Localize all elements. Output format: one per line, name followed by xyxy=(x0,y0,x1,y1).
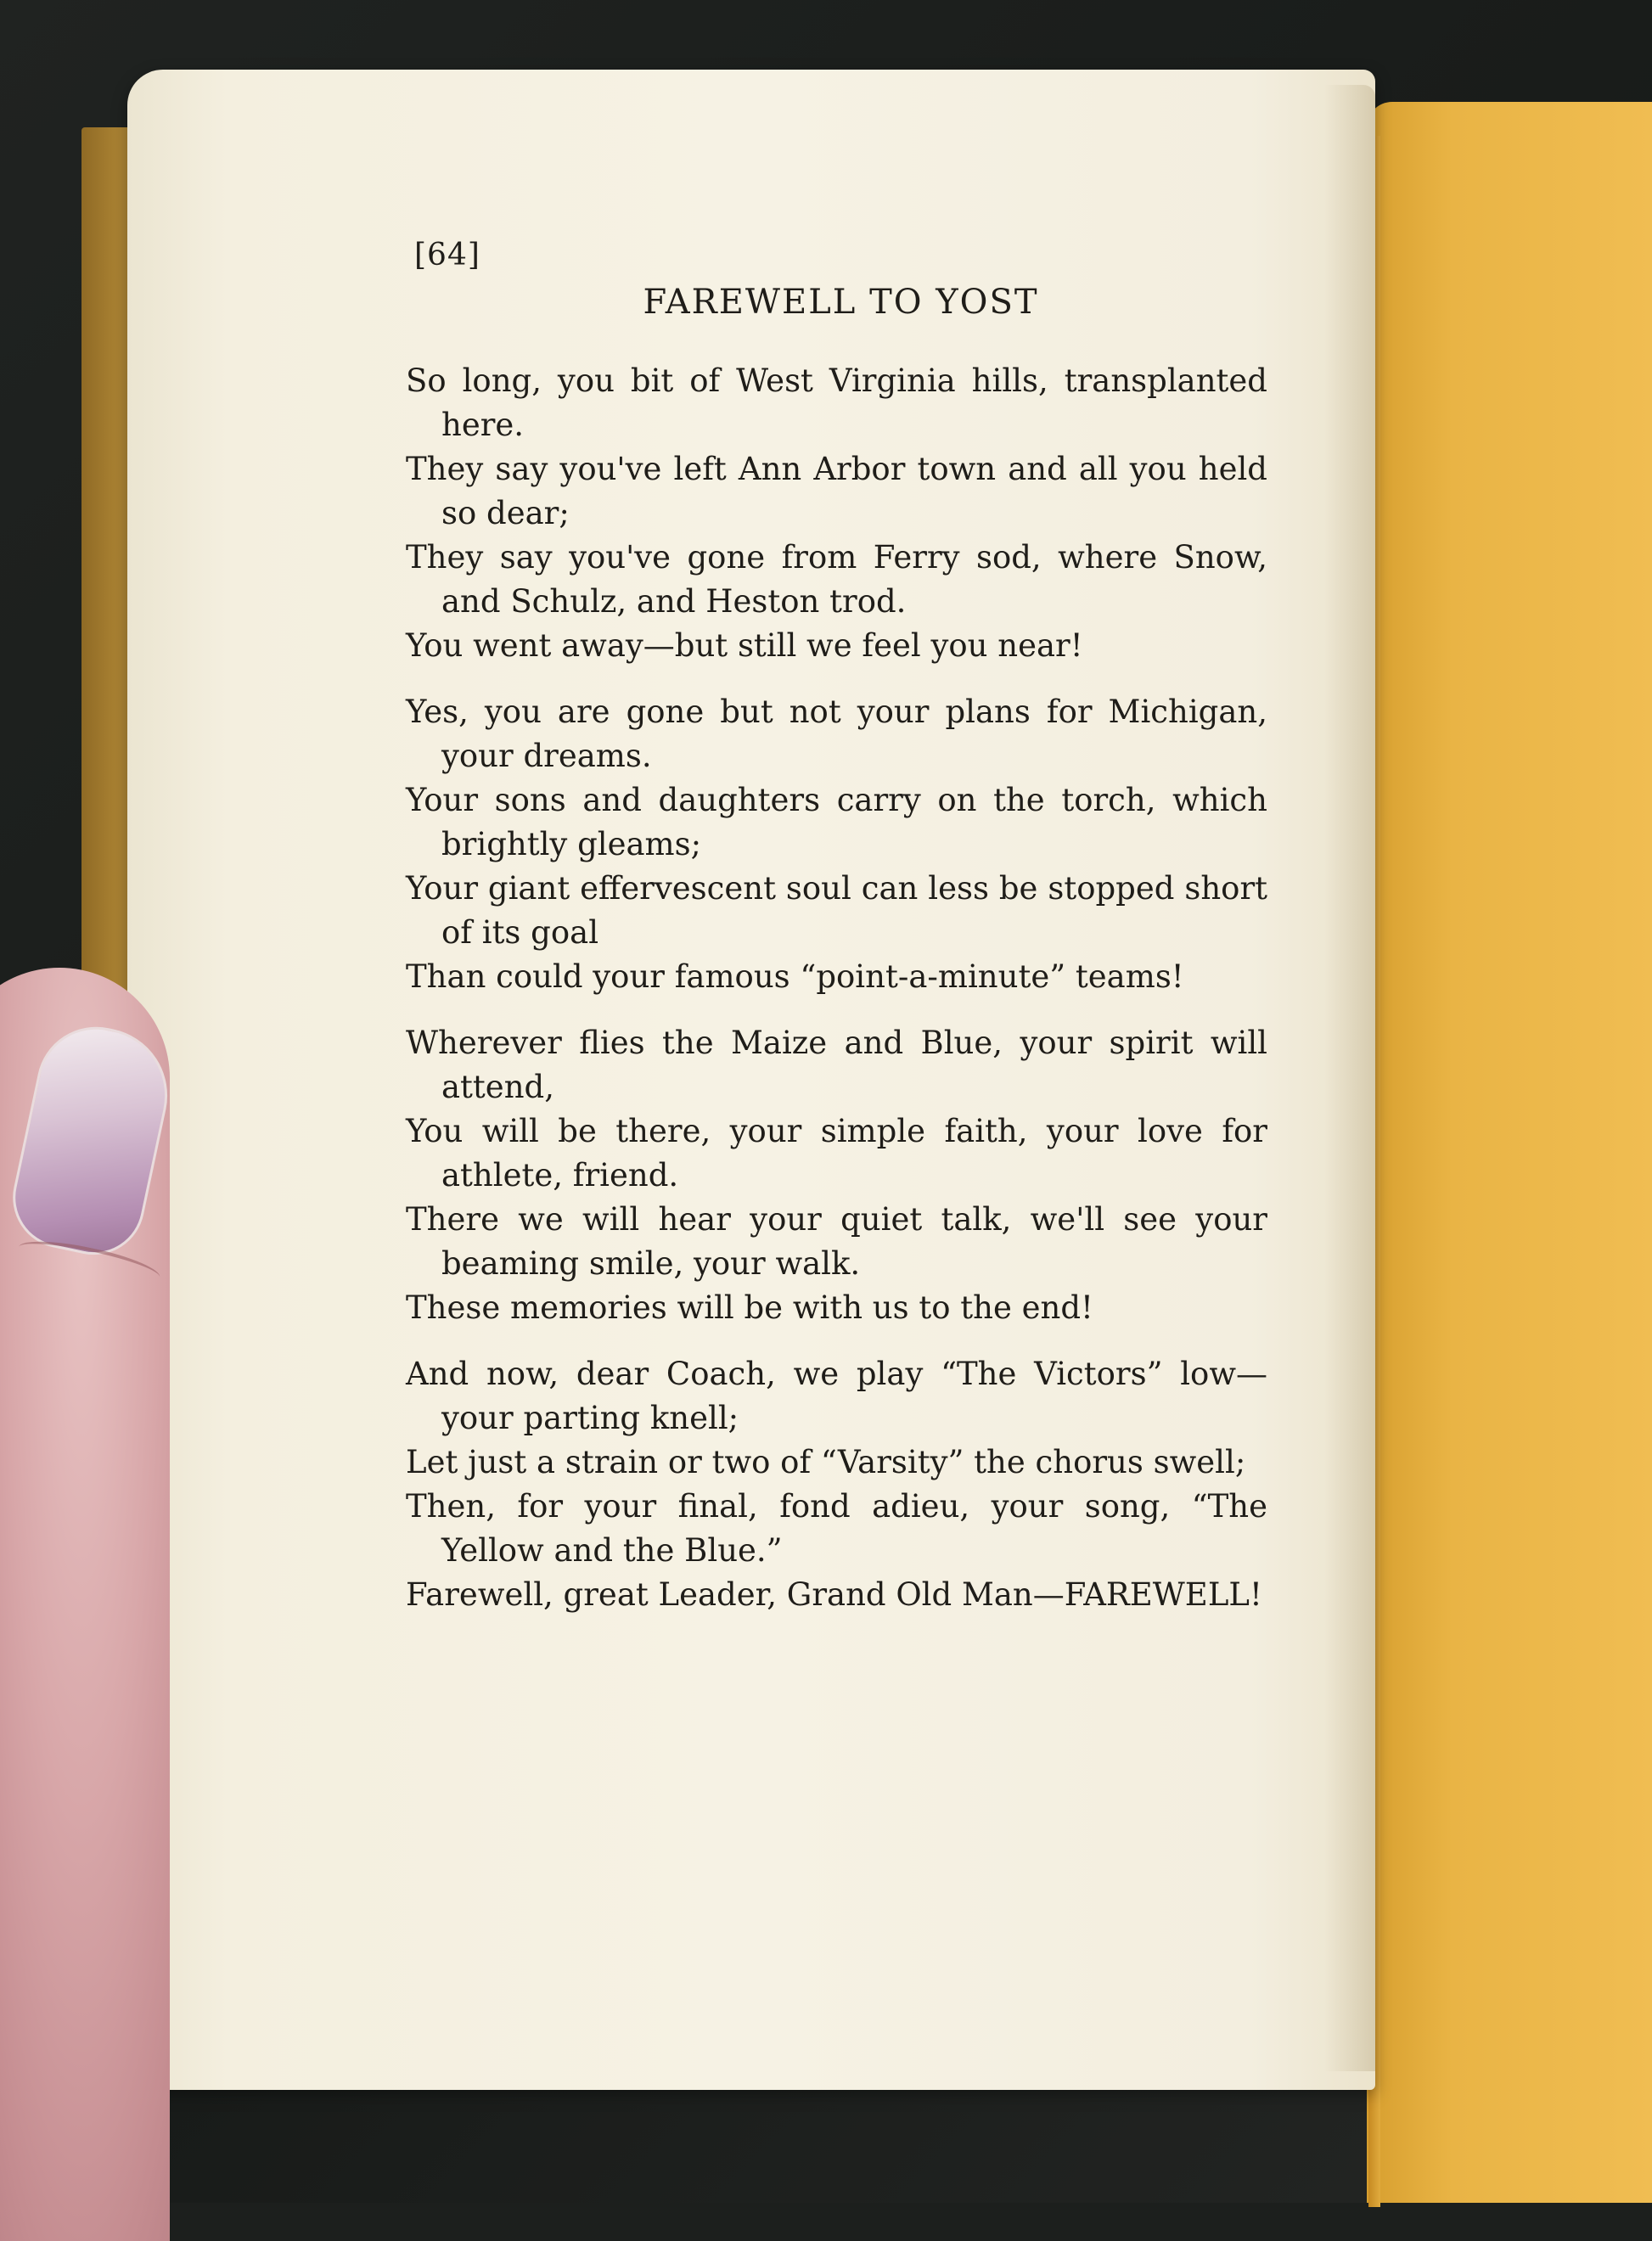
poem-line: They say you've left Ann Arbor town and all you held so dear; xyxy=(406,451,1267,531)
poem-line: These memories will be with us to the end! xyxy=(406,1289,1093,1326)
stanza xyxy=(406,690,1267,999)
poem-line: Your sons and daughters carry on the torch, which brightly gleams; xyxy=(406,782,1267,862)
poem-line: And now, dear Coach, we play “The Victors” low—your parting knell; xyxy=(406,1356,1267,1436)
poem-line: So long, you bit of West Virginia hills, transplanted here. xyxy=(406,362,1267,443)
poem-line: Let just a strain or two of “Varsity” the chorus swell; xyxy=(406,1444,1246,1480)
poem-line: Your giant effervescent soul can less be stopped short of its goal xyxy=(406,870,1267,951)
stanza xyxy=(406,1352,1267,1617)
page-number: [64] xyxy=(414,238,480,272)
poem-line: They say you've gone from Ferry sod, where Snow, and Schulz, and Heston trod. xyxy=(406,539,1267,620)
poem-line: There we will hear your quiet talk, we'll see your beaming smile, your walk. xyxy=(406,1201,1267,1282)
poem-line: Farewell, great Leader, Grand Old Man—FAREWELL! xyxy=(406,1576,1262,1613)
poem-line: Then, for your final, fond adieu, your song, “The Yellow and the Blue.” xyxy=(406,1488,1267,1569)
page-spine-shadow xyxy=(1324,85,1375,2071)
stanza xyxy=(406,1021,1267,1330)
poem-line: Yes, you are gone but not your plans for Michigan, your dreams. xyxy=(406,694,1267,774)
poem-line: You will be there, your simple faith, your love for athlete, friend. xyxy=(406,1113,1267,1194)
page-text xyxy=(406,238,1267,1639)
book-cover-right xyxy=(1367,102,1652,2203)
poem-title: FAREWELL TO YOST xyxy=(643,283,1039,322)
poem-line: You went away—but still we feel you near! xyxy=(406,627,1083,664)
poem-line: Wherever flies the Maize and Blue, your spirit will attend, xyxy=(406,1025,1267,1105)
stanza xyxy=(406,359,1267,668)
poem-line: Than could your famous “point-a-minute” teams! xyxy=(406,958,1184,995)
